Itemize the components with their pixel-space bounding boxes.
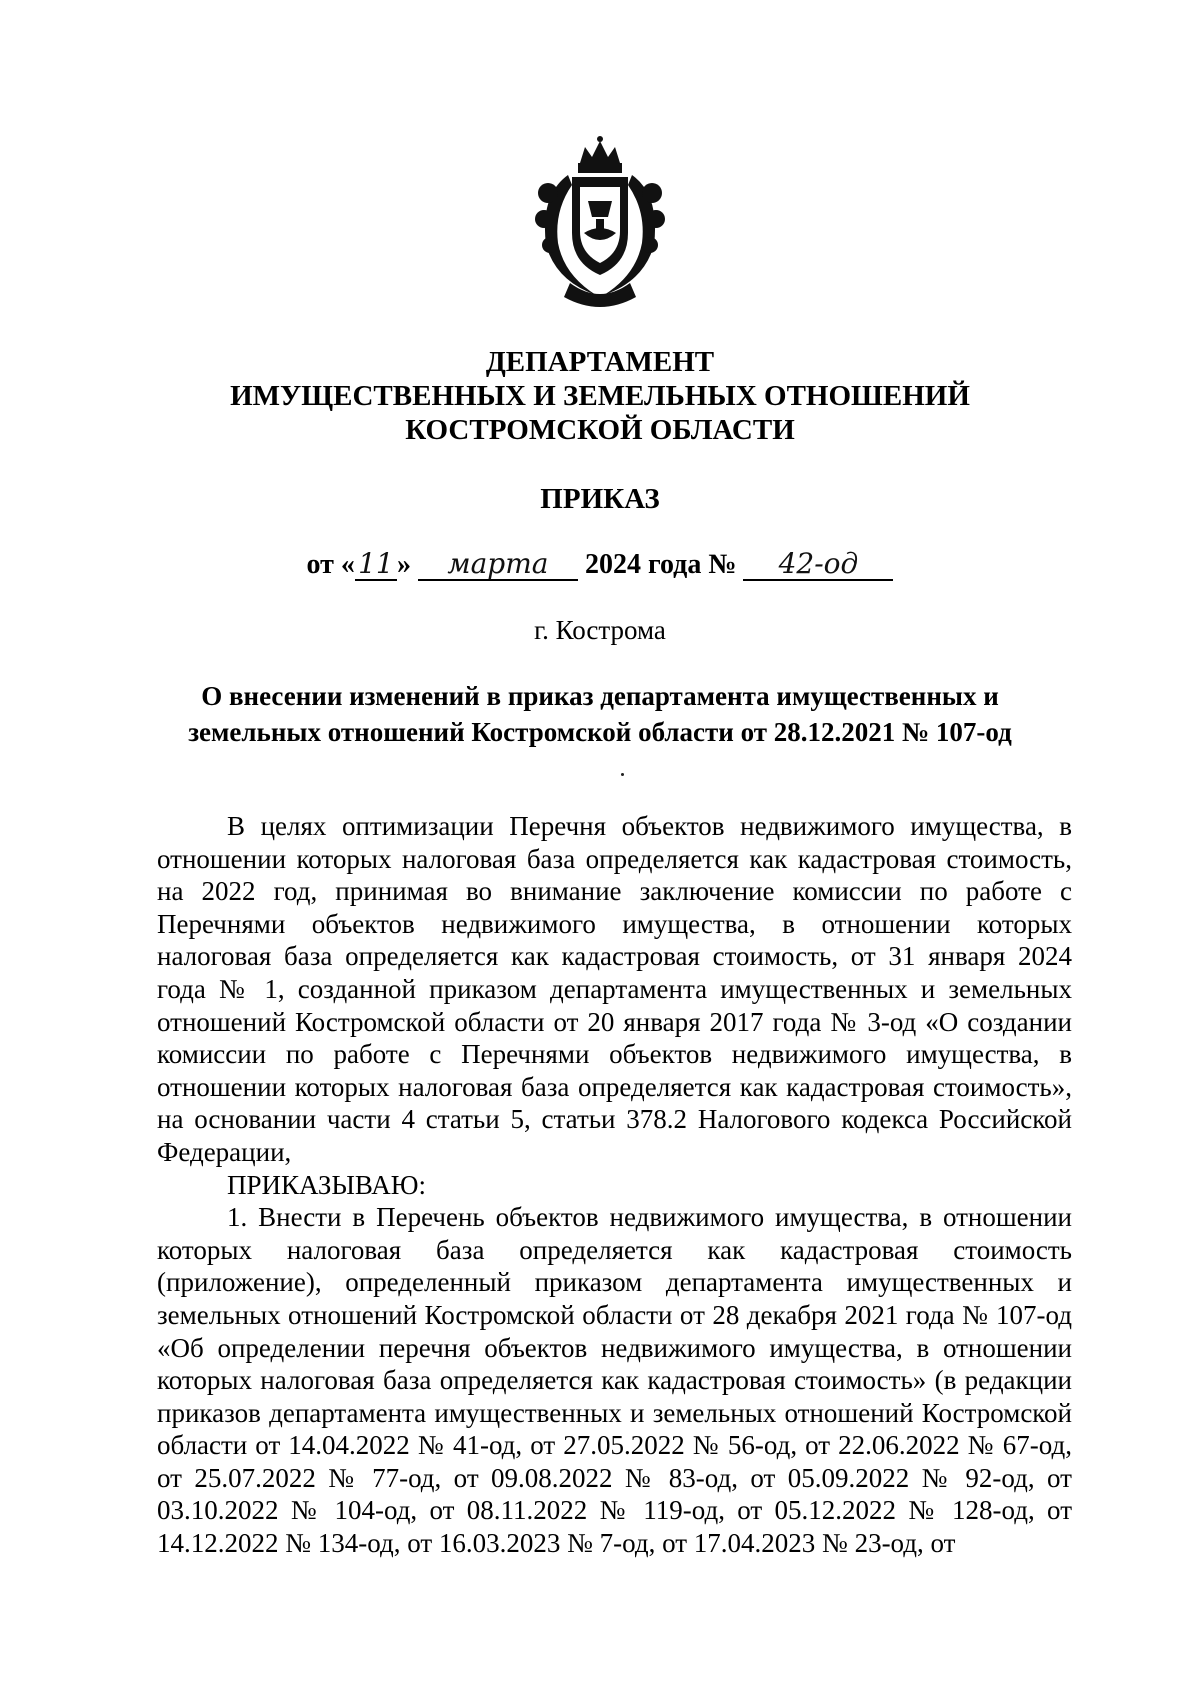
department-line-1: ДЕПАРТАМЕНТ	[485, 346, 715, 378]
scan-speck	[621, 773, 624, 776]
subject-line-1: О внесении изменений в приказ департамента имущественных и	[201, 681, 999, 711]
date-prefix: от «	[306, 549, 355, 580]
order-number: 42-од	[743, 549, 893, 581]
order-word: ПРИКАЗЫВАЮ:	[227, 1169, 426, 1200]
coat-of-arms-icon	[510, 135, 690, 315]
preamble-paragraph: В целях оптимизации Перечня объектов недвижимого имущества, в отношении которых налоговая база определяется как кадастровая стоимость, на 2022 год, принимая во внимание заключение комиссии по работе с Перечнями объектов недвижимого имущества, в отношении которых налоговая база определяется как кадастровая стоимость, от 31 января 2024 года № 1, созданной приказом департамента имущественных и земельных отношений Костромской области от 20 января 2017 года № 3-од «О создании комиссии по работе с Перечнями объектов недвижимого имущества, в отношении которых налоговая база определяется как кадастровая стоимость», на основании части 4 статьи 5, статьи 378.2 Налогового кодекса Российской Федерации,	[157, 811, 1072, 1167]
date-quote-close: »	[396, 549, 411, 580]
date-year: 2024 года №	[584, 549, 737, 580]
date-line	[0, 545, 1200, 585]
city: г. Кострома	[534, 615, 666, 645]
subject-line-2: земельных отношений Костромской области от 28.12.2021 № 107-од	[188, 717, 1012, 747]
date-month: марта	[418, 549, 578, 581]
order-subject	[0, 678, 1200, 750]
department-line-3: КОСТРОМСКОЙ ОБЛАСТИ	[405, 414, 795, 446]
date-day: 11	[355, 549, 397, 581]
clause-1-paragraph: 1. Внести в Перечень объектов недвижимого имущества, в отношении которых налоговая база определяется как кадастровая стоимость (приложение), определенный приказом департамента имущественных и земельных отношений Костромской области от 28 декабря 2021 года № 107-од «Об определении перечня объектов недвижимого имущества, в отношении которых налоговая база определяется как кадастровая стоимость» (в редакции приказов департамента имущественных и земельных отношений Костромской области от 14.04.2022 № 41-од, от 27.05.2022 № 56-од, от 22.06.2022 № 67-од, от 25.07.2022 № 77-од, от 09.08.2022 № 83-од, от 05.09.2022 № 92-од, от 03.10.2022 № 104-од, от 08.11.2022 № 119-од, от 05.12.2022 № 128-од, от 14.12.2022 № 134-од, от 16.03.2023 № 7-од, от 17.04.2023 № 23-од, от	[157, 1202, 1072, 1559]
department-line-2: ИМУЩЕСТВЕННЫХ И ЗЕМЕЛЬНЫХ ОТНОШЕНИЙ	[230, 380, 970, 412]
order-body	[157, 810, 1072, 1560]
document-type: ПРИКАЗ	[540, 483, 660, 515]
department-name	[0, 345, 1200, 447]
